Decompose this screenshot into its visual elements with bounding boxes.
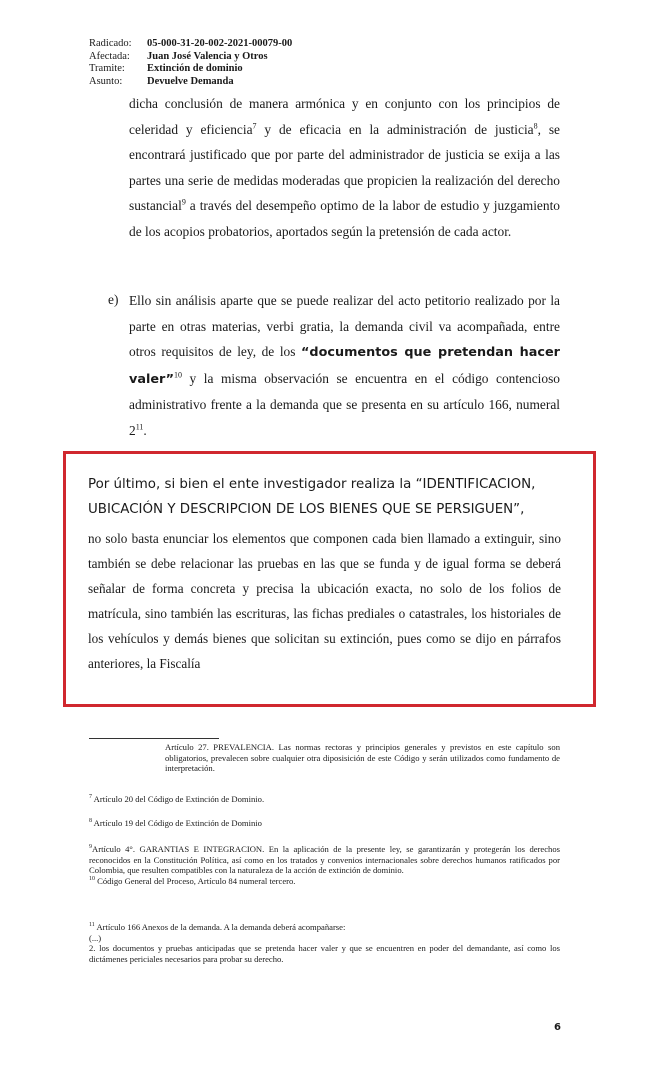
header-tramite [89, 63, 292, 76]
footnote-11 [89, 922, 560, 964]
document-header [89, 38, 292, 88]
radicado-value: 05-000-31-20-002-2021-00079-00 [147, 38, 293, 49]
footnote-text: Código General del Proceso, Artículo 84 numeral tercero. [95, 875, 296, 886]
header-radicado [89, 38, 292, 51]
afectada-label: Afectada: [89, 50, 130, 62]
afectada-value: Juan José Valencia y Otros [147, 50, 268, 62]
footnote-number: 8 [89, 818, 92, 825]
footnote-ellipsis: (...) [89, 932, 102, 943]
text-run: y la misma observación se encuentra en el código contencioso administrativo frente a la demanda que se presenta en su artículo 166, numeral 2 [129, 370, 560, 438]
footnote-continuation [165, 742, 560, 774]
text-run: . [143, 422, 147, 438]
page-number: 6 [554, 1022, 561, 1033]
footnote-ref-11[interactable]: 11 [135, 422, 144, 432]
footnote-text: Artículo 27. PREVALENCIA. Las normas rectoras y principios generales y previstos en este capítulo son obligatorios, prevalecen sobre cualquier otra diposisición de este Código y serán utilizados como fundamento de interpretación. [165, 742, 560, 774]
paragraph-text [129, 91, 560, 245]
footnote-text: Artículo 4°. GARANTIAS E INTEGRACION. En la aplicación de la presente ley, se garantizarán y protegerán los derechos reconocidos en la Constitución Política, así como en los tratados y convenios internacionales sobre derechos humanos ratificados por Colombia, que resulten compatibles con la naturaleza de la acción de extinción de dominio. [89, 844, 560, 876]
radicado-label: Radicado: [89, 38, 132, 49]
text-run: a través del desempeño optimo de la labor de estudio y juzgamiento de los acopios probatorios, aportados según la pretensión de cada actor. [129, 198, 560, 239]
footnote-8 [89, 818, 560, 829]
footnote-number: 10 [89, 875, 95, 882]
footnote-text: Artículo 166 Anexos de la demanda. A la demanda deberá acompañarse: [94, 922, 346, 932]
text-run: y de eficacia en la administración de justicia [256, 121, 534, 137]
boxed-lead-text: Por último, si bien el ente investigador realiza la “IDENTIFICACION, UBICACIÓN Y DESCRIPCION DE LOS BIENES QUE SE PERSIGUEN”, [88, 477, 536, 517]
list-marker-e: e) [108, 292, 119, 307]
quoted-requirement: “documentos que pretendan hacer valer” [129, 345, 560, 387]
footnote-7 [89, 794, 560, 805]
footnote-text: Artículo 20 del Código de Extinción de Dominio. [92, 794, 265, 804]
footnote-number: 7 [89, 794, 92, 801]
boxed-paragraph: no solo basta enunciar los elementos que componen cada bien llamado a extinguir, sino también se debe relacionar las pruebas en las que se funda y de igual forma se deberá señalar de forma concreta y precisa la ubicación exacta, no solo de los folios de matrícula, sino también las escrituras, las fichas prediales o catastrales, los historiales de los vehículos y demás bienes que solicitan su extinción, pues como se dijo en párrafos anteriores, la Fiscalía [88, 531, 561, 671]
footnote-9 [89, 844, 560, 886]
footnote-text: 2. los documentos y pruebas anticipadas que se pretenda hacer valer y que se encuentren en poder del demandante, así como los dictámenes periciales necesarios para probar su derecho. [89, 943, 560, 964]
tramite-value: Extinción de dominio [147, 63, 243, 74]
text-run: , se encontrará justificado que por parte del administrador de justicia se exija a las partes una serie de medidas moderadas que propicien la realización del derecho sustancial [129, 121, 560, 214]
footnote-number: 9 [89, 844, 92, 851]
tramite-label: Tramite: [89, 63, 125, 74]
asunto-value: Devuelve Demanda [147, 75, 234, 87]
asunto-label: Asunto: [89, 75, 123, 87]
footnote-number: 11 [89, 922, 95, 929]
footnote-text: Artículo 19 del Código de Extinción de Dominio [92, 818, 262, 828]
footnote-ref-8[interactable]: 8 [533, 121, 538, 131]
footnote-10 [89, 876, 560, 887]
footnote-ref-9[interactable]: 9 [181, 197, 186, 207]
footnote-separator [89, 738, 219, 739]
header-afectada [89, 51, 292, 64]
text-run: Ello sin análisis aparte que se puede realizar del acto petitorio realizado por la parte en otras materias, verbi gratia, la demanda civil va acompañada, entre otros requisitos de ley, de los [129, 293, 560, 360]
footnote-ref-7[interactable]: 7 [252, 121, 257, 131]
text-run: dicha conclusión de manera armónica y en conjunto con los principios de celeridad y eficiencia [129, 96, 560, 137]
paragraph-continuation [129, 91, 560, 245]
footnote-ref-10[interactable]: 10 [174, 370, 183, 380]
header-asunto [89, 76, 292, 89]
list-item-text [129, 288, 560, 444]
list-item-e [129, 288, 560, 444]
